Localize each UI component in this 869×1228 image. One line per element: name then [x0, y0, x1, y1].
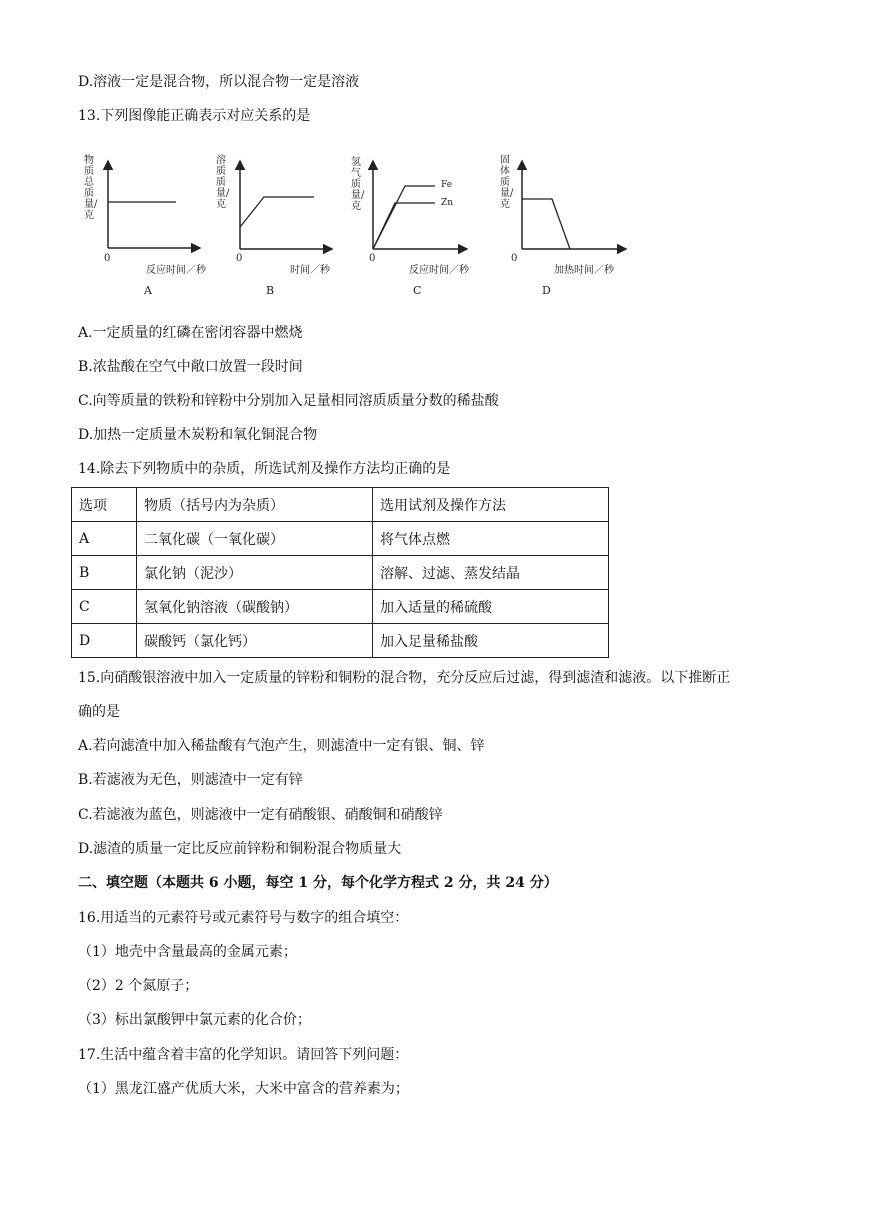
table-cell: 氢氧化钠溶液（碳酸钠）: [137, 590, 373, 624]
table-header-cell: 选项: [72, 488, 137, 522]
q12-option-d: D.溶液一定是混合物，所以混合物一定是溶液: [78, 74, 360, 90]
graph-c-series-zn: Zn: [441, 198, 454, 208]
q13-option-d: D.加热一定质量木炭粉和氧化铜混合物: [78, 427, 318, 443]
graph-a: [80, 143, 212, 305]
q15-option-c: C.若滤液为蓝色，则滤液中一定有硝酸银、硝酸铜和硝酸锌: [78, 807, 443, 823]
q17-part-1: （1）黑龙江盛产优质大米，大米中富含的营养素为；: [78, 1081, 409, 1097]
q16-part-3: （3）标出氯酸钾中氯元素的化合价；: [78, 1012, 311, 1028]
table-row: [72, 590, 609, 624]
graph-a-plot: [80, 143, 212, 305]
graph-a-origin: 0: [104, 253, 111, 264]
q15-stem-line1: 15.向硝酸银溶液中加入一定质量的锌粉和铜粉的混合物，充分反应后过滤，得到滤渣和滤液。以下推断正: [78, 670, 731, 686]
q15-option-b: B.若滤液为无色，则滤渣中一定有锌: [78, 772, 303, 788]
graph-c-ylabel: 氢气质量/克: [351, 157, 365, 212]
graph-d-origin: 0: [511, 253, 518, 264]
q13-option-b: B.浓盐酸在空气中敞口放置一段时间: [78, 359, 303, 375]
graph-d-xlabel: 加热时间／秒: [554, 265, 614, 276]
table-header-row: [72, 488, 609, 522]
graph-b: [210, 143, 342, 305]
section-2-heading: 二、填空题（本题共 6 小题，每空 1 分，每个化学方程式 2 分，共 24 分）: [78, 875, 558, 891]
zn-curve: [373, 203, 435, 249]
q14-options-table: [71, 487, 609, 658]
graph-d-ylabel: 固体质量/克: [500, 155, 514, 210]
table-cell: C: [72, 590, 137, 624]
q15-stem-line2: 确的是: [78, 704, 120, 720]
q13-option-a: A.一定质量的红磷在密闭容器中燃烧: [78, 325, 303, 341]
q13-option-c: C.向等质量的铁粉和锌粉中分别加入足量相同溶质质量分数的稀盐酸: [78, 393, 499, 409]
graph-a-letter: A: [144, 284, 152, 297]
table-cell: 加入足量稀盐酸: [373, 624, 609, 658]
graph-b-ylabel: 溶质质量/克: [216, 155, 230, 210]
graph-d-plot: [492, 143, 632, 305]
graph-b-xlabel: 时间／秒: [290, 265, 330, 276]
graph-c-letter: C: [413, 284, 422, 297]
graph-b-plot: [210, 143, 342, 305]
q16-stem: 16.用适当的元素符号或元素符号与数字的组合填空：: [78, 910, 409, 926]
table-cell: 二氧化碳（一氧化碳）: [137, 522, 373, 556]
table-cell: D: [72, 624, 137, 658]
graph-c-xlabel: 反应时间／秒: [409, 265, 469, 276]
table-cell: A: [72, 522, 137, 556]
table-header-cell: 物质（括号内为杂质）: [137, 488, 373, 522]
graph-b-letter: B: [266, 284, 275, 297]
q13-stem: 13.下列图像能正确表示对应关系的是: [78, 108, 311, 124]
q14-stem: 14.除去下列物质中的杂质，所选试剂及操作方法均正确的是: [78, 461, 451, 477]
graph-c-plot: [345, 143, 477, 305]
graph-c-series-fe: Fe: [441, 180, 453, 190]
table-cell: 氯化钠（泥沙）: [137, 556, 373, 590]
q15-option-a: A.若向滤渣中加入稀盐酸有气泡产生，则滤渣中一定有银、铜、锌: [78, 738, 485, 754]
table-row: [72, 556, 609, 590]
table-cell: B: [72, 556, 137, 590]
table-cell: 加入适量的稀硫酸: [373, 590, 609, 624]
table-row: [72, 624, 609, 658]
table-cell: 溶解、过滤、蒸发结晶: [373, 556, 609, 590]
graph-c-origin: 0: [369, 253, 376, 264]
graph-d-letter: D: [542, 284, 551, 297]
table-header-cell: 选用试剂及操作方法: [373, 488, 609, 522]
table-cell: 将气体点燃: [373, 522, 609, 556]
q15-option-d: D.滤渣的质量一定比反应前锌粉和铜粉混合物质量大: [78, 841, 402, 857]
graph-c: [345, 143, 477, 305]
graph-b-origin: 0: [236, 253, 243, 264]
table-cell: 碳酸钙（氯化钙）: [137, 624, 373, 658]
graph-d: [492, 143, 624, 305]
q17-stem: 17.生活中蕴含着丰富的化学知识。请回答下列问题：: [78, 1047, 409, 1063]
graph-a-xlabel: 反应时间／秒: [146, 265, 206, 276]
q16-part-2: （2）2 个氮原子；: [78, 978, 199, 994]
q16-part-1: （1）地壳中含量最高的金属元素；: [78, 944, 297, 960]
fe-curve: [373, 186, 435, 249]
table-row: [72, 522, 609, 556]
graph-a-ylabel: 物质总质量/克: [84, 155, 98, 221]
